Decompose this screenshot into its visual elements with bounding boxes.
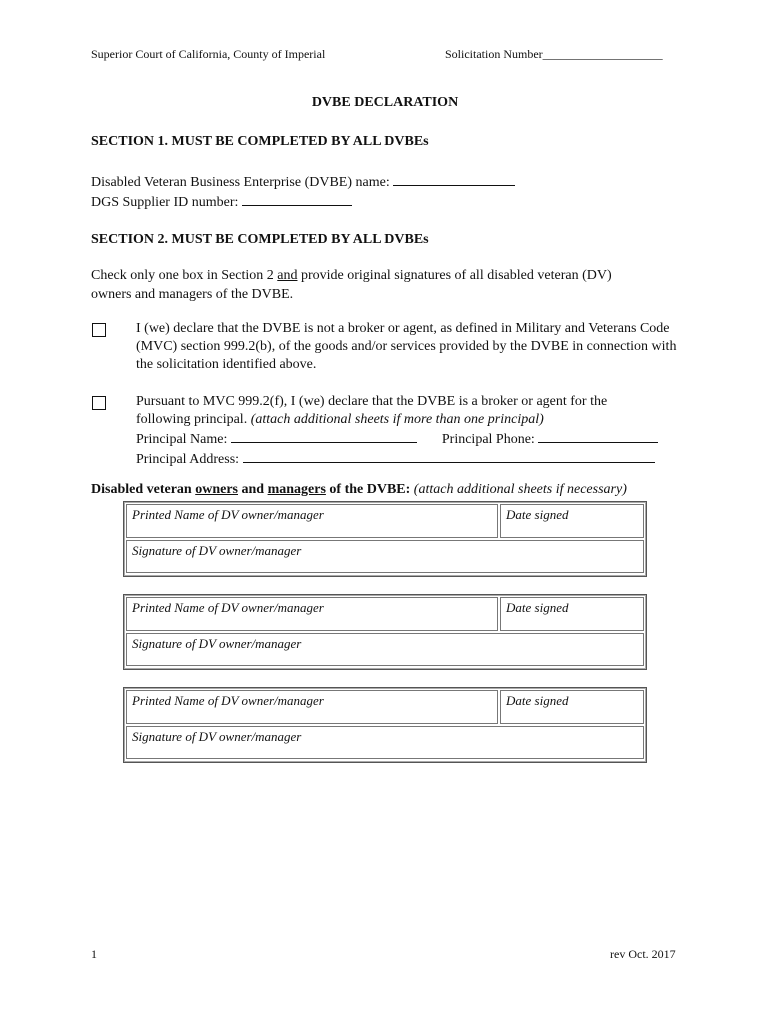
date-signed-field[interactable]: Date signed: [500, 690, 644, 724]
principal-name-phone-row: [136, 429, 696, 449]
page-title: DVBE DECLARATION: [311, 95, 459, 110]
section2-intro-line2: owners and managers of the DVBE.: [91, 287, 294, 302]
option2-text: [136, 393, 696, 469]
signature-block-1: [123, 501, 647, 577]
option2-line2: [136, 411, 696, 429]
sig-heading-owners: owners: [195, 482, 238, 497]
signature-block-2: [123, 594, 647, 670]
option2-checkbox[interactable]: [92, 396, 106, 410]
signature-field[interactable]: Signature of DV owner/manager: [126, 633, 644, 666]
principal-address-row: [136, 449, 696, 469]
sig-heading-post: of the DVBE:: [325, 482, 414, 497]
option1-checkbox[interactable]: [92, 323, 106, 337]
option2-line1: Pursuant to MVC 999.2(f), I (we) declare that the DVBE is a broker or agent for the: [136, 394, 608, 409]
printed-name-field[interactable]: Printed Name of DV owner/manager: [126, 597, 498, 631]
principal-phone-field[interactable]: [538, 429, 658, 443]
section2-heading: SECTION 2. MUST BE COMPLETED BY ALL DVBEs: [91, 232, 429, 247]
intro-and: and: [277, 268, 298, 283]
date-signed-field[interactable]: Date signed: [500, 597, 644, 631]
supplier-id-row: [91, 192, 352, 211]
court-header: Superior Court of California, County of Imperial: [91, 47, 326, 61]
option1-text: I (we) declare that the DVBE is not a broker or agent, as defined in Military and Veterans Code (MVC) section 999.2(b), of the goods and/or services provided by the DVBE in connection with the solicitation identified above.: [136, 321, 677, 372]
dvbe-name-field[interactable]: [393, 172, 515, 186]
principal-name-label: Principal Name:: [136, 432, 228, 447]
signature-field[interactable]: Signature of DV owner/manager: [126, 726, 644, 759]
principal-phone-label: Principal Phone:: [441, 432, 535, 447]
section1-heading: SECTION 1. MUST BE COMPLETED BY ALL DVBEs: [91, 134, 429, 149]
dvbe-name-row: [91, 172, 515, 191]
sig-heading-note: (attach additional sheets if necessary): [413, 482, 627, 497]
option2-line2-plain: following principal.: [136, 412, 251, 427]
principal-address-field[interactable]: [243, 449, 655, 463]
revision-date: rev Oct. 2017: [610, 947, 676, 961]
printed-name-field[interactable]: Printed Name of DV owner/manager: [126, 504, 498, 538]
section2-intro-line1: [91, 268, 612, 284]
sig-heading-pre: Disabled veteran: [91, 482, 196, 497]
signatures-heading: [91, 482, 627, 498]
page-number: 1: [91, 947, 97, 961]
sig-heading-and: and: [238, 482, 268, 497]
signature-block-3: [123, 687, 647, 763]
solicitation-number-label: Solicitation Number____________________: [445, 47, 663, 61]
principal-name-field[interactable]: [231, 429, 417, 443]
dvbe-name-label: Disabled Veteran Business Enterprise (DVBE) name:: [91, 175, 390, 190]
intro-text: Check only one box in Section 2: [91, 268, 278, 283]
principal-address-label: Principal Address:: [136, 452, 240, 467]
printed-name-field[interactable]: Printed Name of DV owner/manager: [126, 690, 498, 724]
intro-text-2: provide original signatures of all disabled veteran (DV): [297, 268, 612, 283]
date-signed-field[interactable]: Date signed: [500, 504, 644, 538]
sig-heading-managers: managers: [267, 482, 326, 497]
supplier-id-label: DGS Supplier ID number:: [91, 195, 239, 210]
signature-field[interactable]: Signature of DV owner/manager: [126, 540, 644, 573]
option2-line2-note: (attach additional sheets if more than one principal): [250, 412, 544, 427]
supplier-id-field[interactable]: [242, 192, 352, 206]
